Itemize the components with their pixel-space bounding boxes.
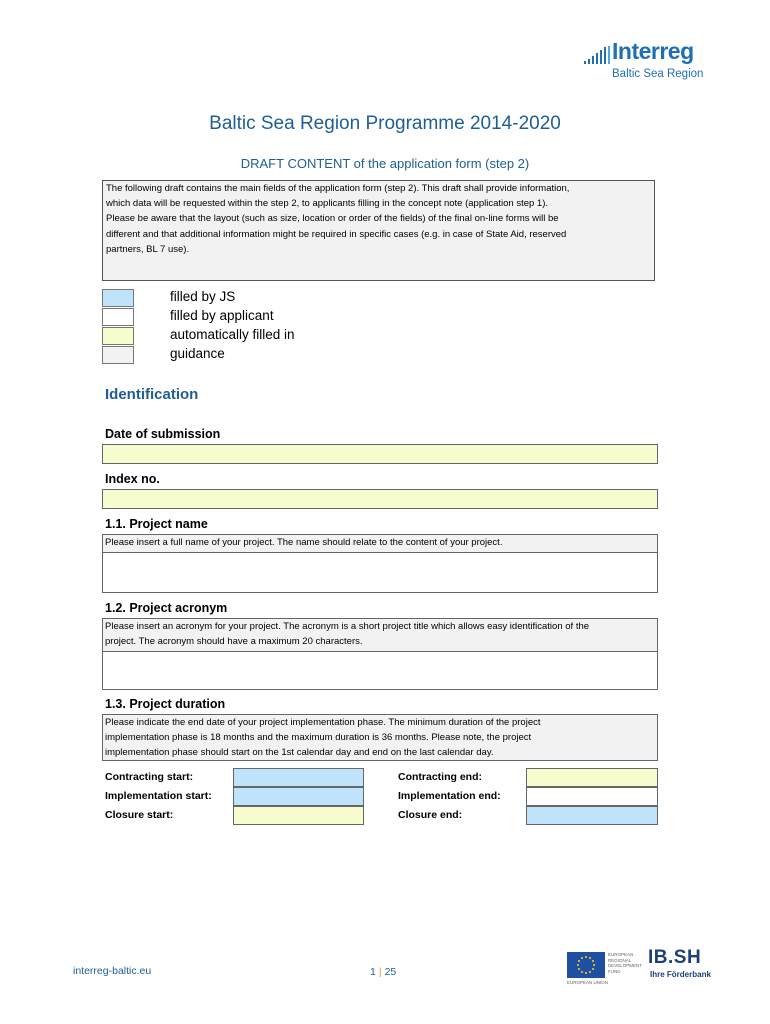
implementation-start-field	[233, 787, 364, 806]
guidance-line: Please indicate the end date of your project implementation phase. The minimum duration of the project	[105, 717, 541, 728]
implementation-start-label: Implementation start:	[105, 790, 212, 802]
ibsh-logo: IB.SH	[648, 947, 702, 968]
page-title: Baltic Sea Region Programme 2014-2020	[209, 113, 561, 134]
date-of-submission-label: Date of submission	[105, 427, 221, 441]
section-heading: Identification	[105, 386, 199, 403]
date-of-submission-field	[102, 444, 658, 464]
implementation-end-label: Implementation end:	[398, 790, 501, 802]
contracting-end-field	[526, 768, 658, 787]
legend-label-guidance: guidance	[170, 346, 225, 361]
guidance-line: Please insert a full name of your project. The name should relate to the content of your project.	[105, 537, 503, 548]
legend-swatch-auto	[102, 327, 134, 345]
page-current: 1	[370, 966, 376, 978]
intro-guidance-box	[102, 180, 655, 281]
ibsh-tagline: Ihre Förderbank	[650, 970, 711, 979]
legend-label-auto: automatically filled in	[170, 327, 295, 342]
intro-line: which data will be requested within the step 2, to applicants filling in the concept note (application step 1).	[106, 198, 549, 210]
index-no-field	[102, 489, 658, 509]
eu-union-label: EUROPEAN UNION	[567, 980, 609, 985]
legend-swatch-applicant	[102, 308, 134, 326]
legend-swatch-guidance	[102, 346, 134, 364]
erdf-line: FUND	[608, 968, 621, 974]
erdf-label	[608, 952, 648, 974]
erdf-line: REGIONAL	[608, 957, 632, 963]
intro-line: different and that additional information might be required in specific cases (e.g. in case of State Aid, reserved	[106, 228, 567, 240]
erdf-line: DEVELOPMENT	[608, 963, 643, 968]
intro-line: Please be aware that the layout (such as size, location or order of the fields) of the final on-line forms will be	[106, 213, 559, 225]
project-acronym-guidance	[102, 618, 658, 652]
guidance-line: project. The acronym should have a maximum 20 characters.	[105, 636, 363, 648]
project-acronym-input[interactable]	[102, 651, 658, 690]
closure-start-label: Closure start:	[105, 809, 174, 821]
project-name-label: 1.1. Project name	[105, 517, 208, 531]
legend-swatch-js	[102, 289, 134, 307]
guidance-line: implementation phase should start on the 1st calendar day and end on the last calendar day.	[105, 747, 494, 759]
implementation-end-input[interactable]	[526, 787, 658, 806]
page-total: 25	[384, 966, 397, 978]
closure-end-label: Closure end:	[398, 809, 463, 821]
project-duration-label: 1.3. Project duration	[105, 697, 226, 711]
closure-end-field	[526, 806, 658, 825]
intro-line: partners, BL 7 use).	[106, 243, 190, 255]
closure-start-field	[233, 806, 364, 825]
page-subtitle: DRAFT CONTENT of the application form (step 2)	[240, 156, 530, 171]
project-name-input[interactable]	[102, 552, 658, 593]
erdf-line: EUROPEAN	[608, 952, 634, 957]
eu-flag-icon	[567, 952, 605, 978]
interreg-logo	[582, 38, 712, 84]
legend-label-js: filled by JS	[170, 289, 236, 304]
page-number	[370, 966, 396, 978]
page-separator: |	[378, 966, 382, 978]
logo-bars-icon	[582, 46, 612, 64]
guidance-line: implementation phase is 18 months and the maximum duration is 36 months. Please note, the project	[105, 732, 532, 744]
index-no-label: Index no.	[105, 472, 160, 486]
legend-label-applicant: filled by applicant	[170, 308, 274, 323]
project-acronym-label: 1.2. Project acronym	[105, 601, 228, 615]
project-name-guidance	[102, 534, 658, 553]
contracting-start-label: Contracting start:	[105, 771, 194, 783]
logo-wordmark: Interreg	[612, 38, 694, 64]
project-duration-guidance	[102, 714, 658, 761]
guidance-line: Please insert an acronym for your project. The acronym is a short project title which allows easy identification of the	[105, 621, 590, 632]
intro-line: The following draft contains the main fields of the application form (step 2). This draft shall provide information,	[106, 183, 570, 194]
contracting-end-label: Contracting end:	[398, 771, 482, 783]
logo-region: Baltic Sea Region	[612, 68, 704, 80]
footer-url-link[interactable]: interreg-baltic.eu	[73, 965, 152, 977]
contracting-start-field	[233, 768, 364, 787]
